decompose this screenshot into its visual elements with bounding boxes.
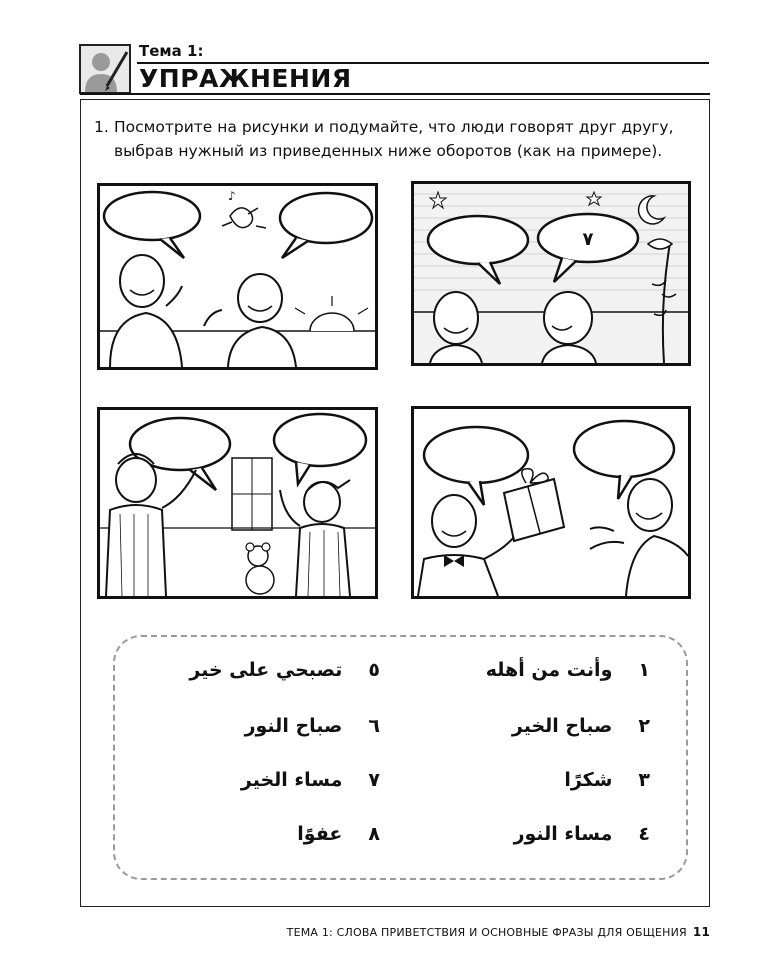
phrase-item: ٧مساء الخير xyxy=(240,769,380,791)
person-right xyxy=(542,292,596,363)
comic-panel-gift xyxy=(411,406,691,599)
phrase-item: ٢صباح الخير xyxy=(511,715,650,737)
phrase-item: ٥تصبحي على خير xyxy=(189,659,380,681)
topic-label: Тема 1: xyxy=(139,42,204,60)
person-right xyxy=(204,274,296,367)
person-right-receiving xyxy=(590,479,688,596)
person-left-pajamas xyxy=(106,454,196,596)
phrase-item: ٣شكرًا xyxy=(564,769,650,791)
comic-panel-morning xyxy=(97,183,378,370)
speech-bubble-right xyxy=(274,414,366,484)
speech-bubble-left xyxy=(104,192,200,258)
comic-panel-evening xyxy=(411,181,691,366)
svg-text:♪: ♪ xyxy=(228,189,236,203)
person-left xyxy=(110,255,182,367)
footer-text: ТЕМА 1: СЛОВА ПРИВЕТСТВИЯ И ОСНОВНЫЕ ФРАЗЫ ДЛЯ ОБЩЕНИЯ xyxy=(286,926,687,939)
page-number: 11 xyxy=(692,925,710,939)
bird-icon xyxy=(222,189,266,228)
person-left xyxy=(430,292,482,363)
phrase-item: ٨عفوًا xyxy=(297,823,380,845)
person-left-bowtie xyxy=(418,495,514,596)
gift-box-icon xyxy=(504,469,564,541)
child-right-pajamas xyxy=(280,480,350,596)
exercise-instruction xyxy=(94,115,694,163)
speech-bubble-right xyxy=(280,193,372,258)
topic-icon xyxy=(79,44,131,94)
comic-panel-bedtime xyxy=(97,407,378,599)
exercise-text: Посмотрите на рисунки и подумайте, что люди говорят друг другу, выбрав нужный из приведенных ниже оборотов (как на примере). xyxy=(114,118,674,160)
header-rule-bottom xyxy=(80,93,710,95)
bubble-number: ٧ xyxy=(582,229,594,250)
page-footer xyxy=(287,925,710,939)
window-icon xyxy=(232,458,272,530)
sun-icon xyxy=(295,296,368,331)
teddy-bear-icon xyxy=(246,543,274,594)
phrase-item: ٦صباح النور xyxy=(244,715,380,737)
exercise-number: 1. xyxy=(94,118,109,136)
page-title: УПРАЖНЕНИЯ xyxy=(139,64,352,93)
phrase-item: ٤مساء النور xyxy=(513,823,650,845)
phrase-item: ١وأنت من أهله xyxy=(485,659,650,681)
